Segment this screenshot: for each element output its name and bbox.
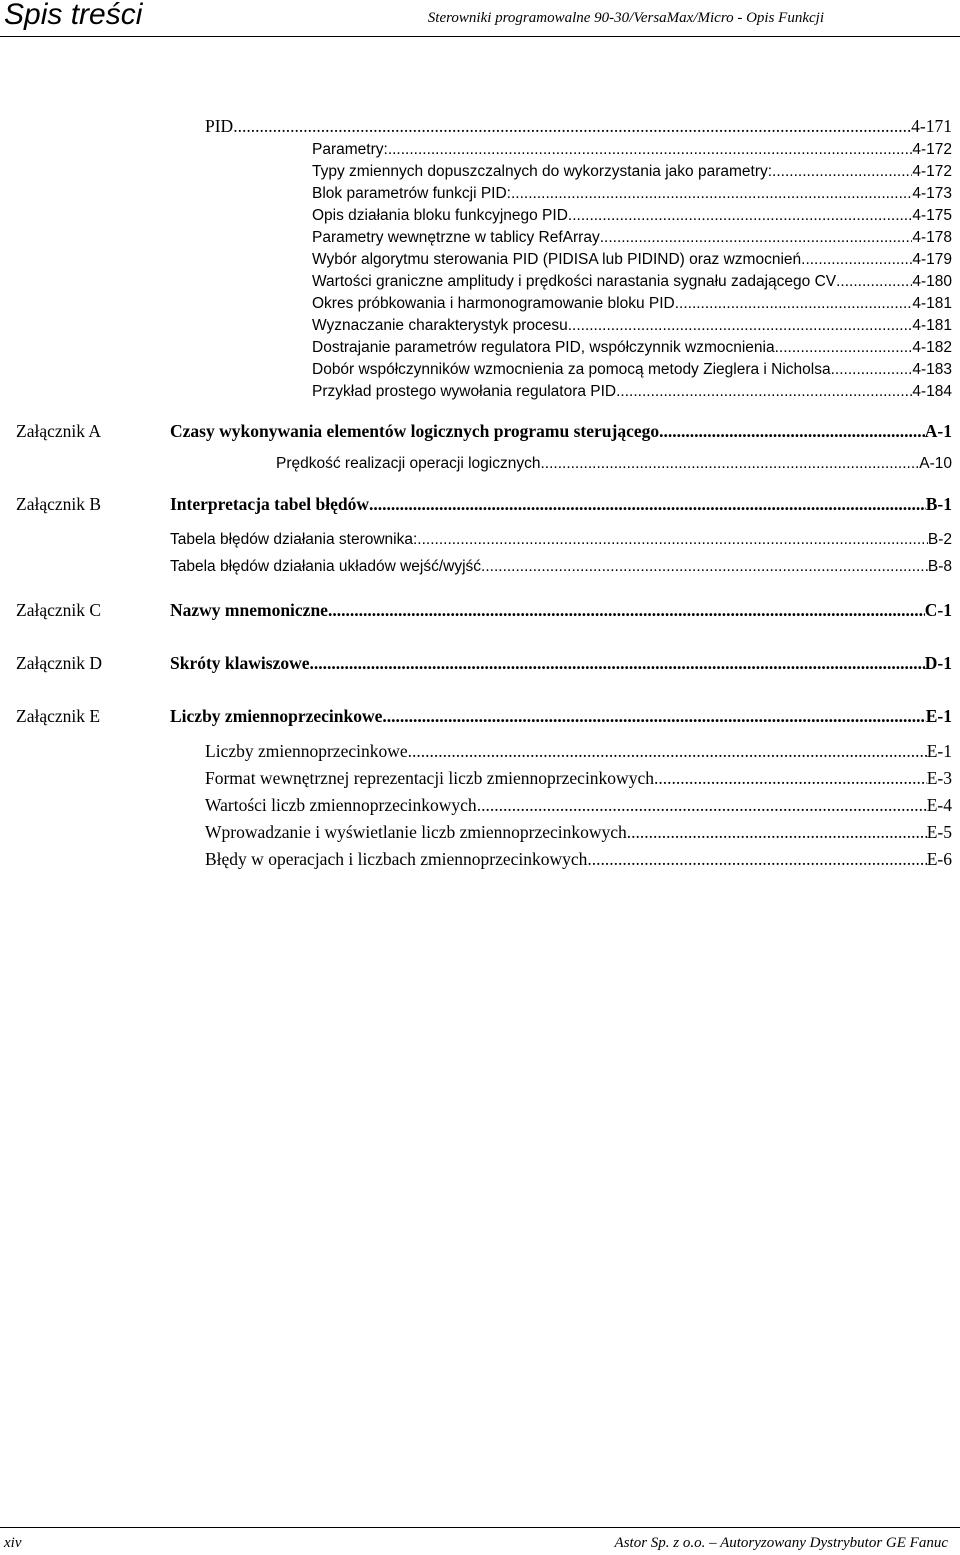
toc-entry-title: Dostrajanie parametrów regulatora PID, współczynnik wzmocnienia	[312, 339, 775, 356]
toc-entry-title: Interpretacja tabel błędów	[170, 494, 369, 514]
toc-entry-title: Blok parametrów funkcji PID:	[312, 185, 511, 202]
toc-entry-title: Skróty klawiszowe	[170, 653, 310, 673]
appendix-a-label: Załącznik A	[16, 421, 102, 441]
toc-appendix-a[interactable]	[170, 419, 952, 441]
toc-entry-title: Liczby zmiennoprzecinkowe	[205, 741, 408, 761]
toc-entry-page: B-1	[925, 494, 952, 514]
page-title: Spis treści	[4, 0, 143, 31]
toc-entry[interactable]	[312, 336, 952, 358]
toc-appendix-e[interactable]	[170, 704, 952, 726]
toc-entry-title: Format wewnętrznej reprezentacji liczb zmiennoprzecinkowych	[205, 768, 654, 788]
toc-leader-dots	[801, 250, 912, 270]
toc-leader-dots	[328, 600, 925, 620]
toc-entry[interactable]	[170, 528, 952, 550]
toc-leader-dots	[568, 206, 912, 226]
toc-leader-dots	[772, 162, 912, 182]
toc-entry-page: 4-173	[912, 185, 952, 202]
toc-entry[interactable]	[312, 248, 952, 270]
toc-entry-page: D-1	[924, 653, 952, 673]
toc-entry-page: E-6	[926, 849, 952, 869]
toc-entry-page: A-1	[924, 421, 952, 441]
toc-leader-dots	[408, 741, 927, 761]
toc-leader-dots	[775, 338, 913, 358]
toc-appendix-b[interactable]	[170, 492, 952, 514]
toc-entry-page: E-1	[925, 706, 952, 726]
toc-entry-page: 4-179	[912, 251, 952, 268]
toc-leader-dots	[659, 421, 925, 441]
toc-leader-dots	[592, 849, 927, 869]
toc-entry[interactable]	[312, 380, 952, 402]
toc-entry-page: C-1	[924, 600, 952, 620]
toc-entry-title: Tabela błędów działania sterownika:	[170, 531, 418, 548]
appendix-c-label: Załącznik C	[16, 600, 102, 620]
toc-leader-dots	[511, 184, 912, 204]
toc-entry-title: Błędy w operacjach i liczbach zmiennoprzecinkowych.	[205, 849, 592, 869]
toc-leader-dots	[654, 768, 927, 788]
toc-entry-page: 4-181	[912, 317, 952, 334]
toc-entry-title: Czasy wykonywania elementów logicznych programu sterującego	[170, 421, 660, 441]
toc-leader-dots	[233, 116, 911, 136]
toc-entry-title: Dobór współczynników wzmocnienia za pomocą metody Zieglera i Nicholsa	[312, 361, 831, 378]
footer-divider	[0, 1527, 960, 1528]
toc-entry-title: Przykład prostego wywołania regulatora PID	[312, 383, 617, 400]
toc-entry-title: Wybór algorytmu sterowania PID (PIDISA lub PIDIND) oraz wzmocnień	[312, 251, 802, 268]
toc-entry[interactable]	[312, 292, 952, 314]
toc-entry-pid[interactable]	[205, 114, 952, 136]
toc-entry[interactable]	[312, 160, 952, 182]
toc-entry-page: 4-175	[912, 207, 952, 224]
toc-entry-title: Liczby zmiennoprzecinkowe	[170, 706, 383, 726]
toc-entry[interactable]	[276, 452, 952, 474]
document-subtitle: Sterowniki programowalne 90-30/VersaMax/Micro - Opis Funkcji	[427, 10, 824, 26]
toc-leader-dots	[310, 653, 925, 673]
toc-entry-title: PID	[205, 116, 234, 136]
toc-entry[interactable]	[312, 204, 952, 226]
toc-entry-page: E-1	[926, 741, 952, 761]
toc-entry[interactable]	[170, 555, 952, 577]
toc-leader-dots	[568, 316, 913, 336]
toc-entry-page: 4-183	[912, 361, 952, 378]
toc-leader-dots	[616, 382, 912, 402]
toc-entry[interactable]	[312, 182, 952, 204]
toc-entry-page: E-3	[926, 768, 952, 788]
publisher-note: Astor Sp. z o.o. – Autoryzowany Dystrybutor GE Fanuc	[614, 1535, 948, 1551]
toc-entry-page: 4-181	[912, 295, 952, 312]
toc-entry-title: Prędkość realizacji operacji logicznych	[276, 455, 541, 472]
appendix-b-label: Załącznik B	[16, 494, 102, 514]
toc-entry-page: 4-171	[911, 116, 952, 136]
toc-appendix-d[interactable]	[170, 651, 952, 673]
toc-entry-page: 4-172	[912, 163, 952, 180]
toc-leader-dots	[831, 360, 913, 380]
header-divider	[0, 36, 960, 37]
appendix-d-label: Załącznik D	[16, 653, 102, 673]
toc-entry-title: Opis działania bloku funkcyjnego PID	[312, 207, 568, 224]
toc-entry-title: Parametry:	[312, 141, 388, 158]
toc-entry[interactable]	[312, 314, 952, 336]
toc-entry-title: Wyznaczanie charakterystyk procesu	[312, 317, 568, 334]
toc-entry[interactable]	[205, 793, 952, 815]
toc-entry[interactable]	[312, 270, 952, 292]
appendix-e-label: Załącznik E	[16, 706, 101, 726]
toc-entry-page: A-10	[919, 455, 952, 472]
toc-entry[interactable]	[312, 138, 952, 160]
toc-entry-title: Wartości liczb zmiennoprzecinkowych	[205, 795, 477, 815]
toc-entry[interactable]	[205, 739, 952, 761]
toc-leader-dots	[481, 557, 928, 577]
toc-entry-page: 4-184	[912, 383, 952, 400]
toc-appendix-c[interactable]	[170, 598, 952, 620]
toc-entry-page: B-8	[927, 558, 952, 575]
toc-entry[interactable]	[205, 820, 952, 842]
toc-entry[interactable]	[312, 226, 952, 248]
toc-entry[interactable]	[312, 358, 952, 380]
toc-entry-title: Parametry wewnętrzne w tablicy RefArray	[312, 229, 600, 246]
toc-entry-title: Wprowadzanie i wyświetlanie liczb zmiennoprzecinkowych.	[205, 822, 632, 842]
toc-entry-title: Okres próbkowania i harmonogramowanie bloku PID	[312, 295, 675, 312]
toc-leader-dots	[600, 228, 913, 248]
toc-entry-title: Typy zmiennych dopuszczalnych do wykorzystania jako parametry:	[312, 163, 773, 180]
toc-entry-page: E-4	[926, 795, 952, 815]
toc-entry-title: Tabela błędów działania układów wejść/wyjść	[170, 558, 482, 575]
toc-leader-dots	[631, 822, 927, 842]
toc-leader-dots	[369, 494, 926, 514]
toc-leader-dots	[675, 294, 913, 314]
page-number: xiv	[4, 1535, 22, 1551]
toc-leader-dots	[382, 706, 925, 726]
toc-entry-title: Wartości graniczne amplitudy i prędkości narastania sygnału zadającego CV	[312, 273, 837, 290]
toc-entry-page: 4-180	[912, 273, 952, 290]
toc-entry-title: Nazwy mnemoniczne	[170, 600, 328, 620]
toc-entry-page: 4-178	[912, 229, 952, 246]
toc-entry[interactable]	[205, 847, 952, 869]
toc-leader-dots	[836, 272, 912, 292]
toc-entry-page: 4-182	[912, 339, 952, 356]
toc-entry[interactable]	[205, 766, 952, 788]
toc-entry-page: B-2	[927, 531, 952, 548]
toc-leader-dots	[388, 140, 913, 160]
toc-leader-dots	[417, 530, 928, 550]
toc-entry-page: E-5	[926, 822, 952, 842]
toc-entry-page: 4-172	[912, 141, 952, 158]
toc-leader-dots	[540, 454, 919, 474]
toc-leader-dots	[477, 795, 927, 815]
